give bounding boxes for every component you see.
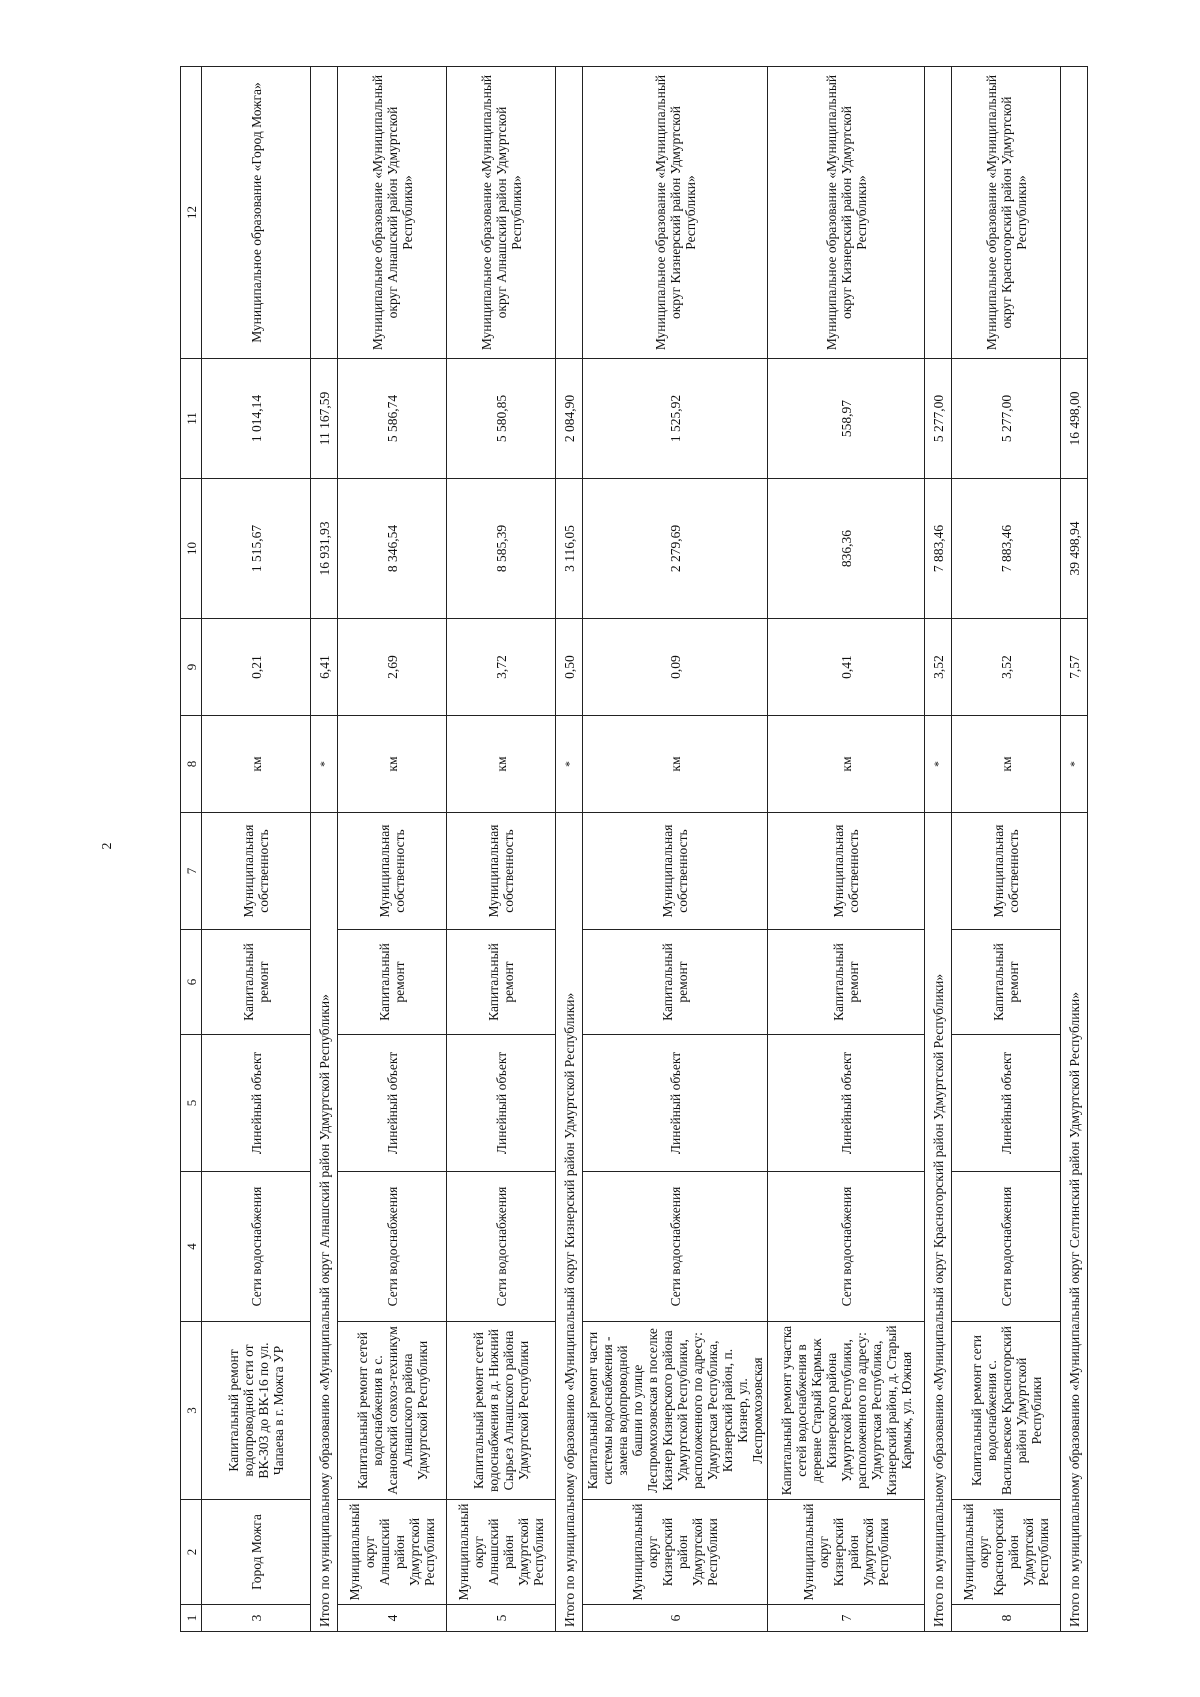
table-row	[583, 67, 768, 1632]
total-mark: *	[1061, 716, 1088, 813]
ownership-cell: Муниципальная собственность	[338, 813, 447, 930]
object-name-cell: Сети водоснабжения	[583, 1172, 768, 1322]
funding-cell: 558,97	[768, 359, 925, 479]
work-type-cell: Капитальный ремонт	[768, 930, 925, 1035]
ownership-cell: Муниципальная собственность	[768, 813, 925, 930]
total-funding: 5 277,00	[925, 359, 952, 479]
funding-cell: 5 580,85	[447, 359, 556, 479]
total-mark: *	[556, 716, 583, 813]
row-number: 3	[202, 1605, 311, 1632]
column-header: 8	[181, 716, 202, 813]
quantity-cell: 0,21	[202, 619, 311, 716]
description-cell: Капитальный ремонт сетей водоснабжения в д. Нижний Сырьез Алнашского района Удмуртской Республики	[447, 1322, 556, 1500]
quantity-cell: 3,52	[952, 619, 1061, 716]
total-quantity: 3,52	[925, 619, 952, 716]
quantity-cell: 2,69	[338, 619, 447, 716]
object-name-cell: Сети водоснабжения	[768, 1172, 925, 1322]
total-label: Итого по муниципальному образованию «Муниципальный округ Кизнерский район Удмуртской Республики»	[556, 813, 583, 1632]
total-quantity: 6,41	[311, 619, 338, 716]
object-name-cell: Сети водоснабжения	[202, 1172, 311, 1322]
object-name-cell: Сети водоснабжения	[447, 1172, 556, 1322]
table-row	[952, 67, 1061, 1632]
table-row	[768, 67, 925, 1632]
description-cell: Капитальный ремонт сетей водоснабжения в с. Асановский совхоз-техникум Алнашского района Удмуртской Республики	[338, 1322, 447, 1500]
total-empty	[1061, 67, 1088, 359]
municipality-cell: Муниципальный округ Алнашский район Удмуртской Республики	[447, 1500, 556, 1605]
column-header: 3	[181, 1322, 202, 1500]
object-type-cell: Линейный объект	[583, 1035, 768, 1172]
column-header: 2	[181, 1500, 202, 1605]
unit-cell: км	[338, 716, 447, 813]
total-cost-cell: 2 279,69	[583, 479, 768, 619]
ownership-cell: Муниципальная собственность	[952, 813, 1061, 930]
total-cost-cell: 7 883,46	[952, 479, 1061, 619]
object-type-cell: Линейный объект	[447, 1035, 556, 1172]
municipality-cell: Муниципальный округ Кизнерский район Удмуртской Республики	[583, 1500, 768, 1605]
total-label: Итого по муниципальному образованию «Муниципальный округ Алнашский район Удмуртской Республики»	[311, 813, 338, 1632]
total-empty	[556, 67, 583, 359]
total-row	[311, 67, 338, 1632]
total-row	[1061, 67, 1088, 1632]
row-number: 5	[447, 1605, 556, 1632]
total-empty	[311, 67, 338, 359]
row-number: 4	[338, 1605, 447, 1632]
object-name-cell: Сети водоснабжения	[952, 1172, 1061, 1322]
work-type-cell: Капитальный ремонт	[583, 930, 768, 1035]
total-quantity: 0,50	[556, 619, 583, 716]
object-type-cell: Линейный объект	[202, 1035, 311, 1172]
unit-cell: км	[952, 716, 1061, 813]
total-mark: *	[311, 716, 338, 813]
column-header: 5	[181, 1035, 202, 1172]
funding-cell: 5 277,00	[952, 359, 1061, 479]
total-mark: *	[925, 716, 952, 813]
unit-cell: км	[768, 716, 925, 813]
total-empty	[925, 67, 952, 359]
funding-cell: 1 525,92	[583, 359, 768, 479]
column-header: 12	[181, 67, 202, 359]
column-header: 9	[181, 619, 202, 716]
row-number: 6	[583, 1605, 768, 1632]
row-number: 8	[952, 1605, 1061, 1632]
work-type-cell: Капитальный ремонт	[952, 930, 1061, 1035]
object-type-cell: Линейный объект	[338, 1035, 447, 1172]
table-row	[447, 67, 556, 1632]
work-type-cell: Капитальный ремонт	[447, 930, 556, 1035]
recipient-cell: Муниципальное образование «Муниципальный округ Алнашский район Удмуртской Республики»	[447, 67, 556, 359]
total-funding: 11 167,59	[311, 359, 338, 479]
total-cost-cell: 8 346,54	[338, 479, 447, 619]
total-cost-cell: 836,36	[768, 479, 925, 619]
recipient-cell: Муниципальное образование «Город Можга»	[202, 67, 311, 359]
total-label: Итого по муниципальному образованию «Муниципальный округ Красногорский район Удмуртской Республики»	[925, 813, 952, 1632]
works-table	[180, 66, 1088, 1632]
column-header: 1	[181, 1605, 202, 1632]
municipality-cell: Город Можга	[202, 1500, 311, 1605]
column-header: 7	[181, 813, 202, 930]
description-cell: Капитальный ремонт части системы водоснабжения - замена водопроводной башни по улице Леспромхозовская в поселке Кизнер Кизнерского района Удмуртской Республики, расположенного по адресу: Удмуртская Республика, Кизнерский район, п. Кизнер, ул. Леспромхозовская	[583, 1322, 768, 1500]
column-header: 4	[181, 1172, 202, 1322]
work-type-cell: Капитальный ремонт	[202, 930, 311, 1035]
total-row	[925, 67, 952, 1632]
object-name-cell: Сети водоснабжения	[338, 1172, 447, 1322]
row-number: 7	[768, 1605, 925, 1632]
total-cost-cell: 8 585,39	[447, 479, 556, 619]
funding-cell: 1 014,14	[202, 359, 311, 479]
total-cost: 16 931,93	[311, 479, 338, 619]
column-header: 10	[181, 479, 202, 619]
total-cost: 3 116,05	[556, 479, 583, 619]
column-number-row	[181, 67, 202, 1632]
municipality-cell: Муниципальный округ Кизнерский район Удмуртской Республики	[768, 1500, 925, 1605]
column-header: 6	[181, 930, 202, 1035]
description-cell: Капитальный ремонт водопроводной сети от ВК-303 до ВК-16 по ул. Чапаева в г. Можга УР	[202, 1322, 311, 1500]
object-type-cell: Линейный объект	[952, 1035, 1061, 1172]
recipient-cell: Муниципальное образование «Муниципальный округ Красногорский район Удмуртской Республики»	[952, 67, 1061, 359]
recipient-cell: Муниципальное образование «Муниципальный округ Алнашский район Удмуртской Республики»	[338, 67, 447, 359]
table-row	[202, 67, 311, 1632]
unit-cell: км	[583, 716, 768, 813]
description-cell: Капитальный ремонт участка сетей водоснабжения в деревне Старый Кармыж Кизнерского района Удмуртской Республики, расположенного по адресу: Удмуртская Республика, Кизнерский район, д. Старый Кармыж, ул. Южная	[768, 1322, 925, 1500]
total-cost: 7 883,46	[925, 479, 952, 619]
municipality-cell: Муниципальный округ Красногорский район Удмуртской Республики	[952, 1500, 1061, 1605]
total-cost: 39 498,94	[1061, 479, 1088, 619]
quantity-cell: 0,41	[768, 619, 925, 716]
total-cost-cell: 1 515,67	[202, 479, 311, 619]
unit-cell: км	[202, 716, 311, 813]
funding-cell: 5 586,74	[338, 359, 447, 479]
object-type-cell: Линейный объект	[768, 1035, 925, 1172]
table-container	[180, 67, 1080, 1632]
total-funding: 16 498,00	[1061, 359, 1088, 479]
work-type-cell: Капитальный ремонт	[338, 930, 447, 1035]
recipient-cell: Муниципальное образование «Муниципальный округ Кизнерский район Удмуртской Республики»	[583, 67, 768, 359]
total-row	[556, 67, 583, 1632]
ownership-cell: Муниципальная собственность	[583, 813, 768, 930]
municipality-cell: Муниципальный округ Алнашский район Удмуртской Республики	[338, 1500, 447, 1605]
ownership-cell: Муниципальная собственность	[202, 813, 311, 930]
total-quantity: 7,57	[1061, 619, 1088, 716]
recipient-cell: Муниципальное образование «Муниципальный округ Кизнерский район Удмуртской Республики»	[768, 67, 925, 359]
unit-cell: км	[447, 716, 556, 813]
description-cell: Капитальный ремонт сети водоснабжения с. Васильевское Красногорский район Удмуртской Республики	[952, 1322, 1061, 1500]
column-header: 11	[181, 359, 202, 479]
table-row	[338, 67, 447, 1632]
quantity-cell: 0,09	[583, 619, 768, 716]
page-number: 2	[100, 842, 115, 850]
total-label: Итого по муниципальному образованию «Муниципальный округ Селтинский район Удмуртской Республики»	[1061, 813, 1088, 1632]
total-funding: 2 084,90	[556, 359, 583, 479]
quantity-cell: 3,72	[447, 619, 556, 716]
ownership-cell: Муниципальная собственность	[447, 813, 556, 930]
